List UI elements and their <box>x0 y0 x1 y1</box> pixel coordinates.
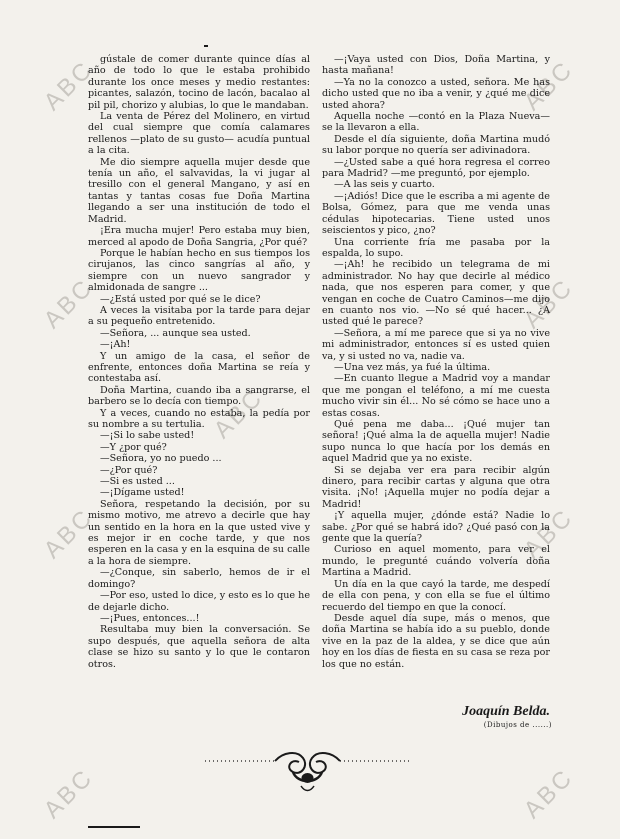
paragraph: ¡Era mucha mujer! Pero estaba muy bien, merced al apodo de Doña Sangria, ¿Por qué? <box>88 225 310 248</box>
paragraph: La venta de Pérez del Molinero, en virtud del cual siempre que comía calamares rellenos —plato de su gusto— acudía puntual a la cita. <box>88 111 310 157</box>
paragraph: Y a veces, cuando no estaba, la pedía por su nombre a su tertulia. <box>88 407 310 430</box>
paragraph: Curioso en aquel momento, para ver el mundo, le pregunté cuándo volvería doña Martina a Madrid. <box>322 544 550 579</box>
watermark: ABC <box>208 383 270 444</box>
paragraph: —Señora, yo no puedo ... <box>100 453 222 465</box>
paragraph: A veces la visitaba por la tarde para dejar a su pequeño entretenido. <box>88 304 310 328</box>
paragraph: Desde aquel día supe, más o menos, que doña Martina se había ido a su pueblo, donde vive en la paz de la aldea, y se dice que aún hoy en los días de fiesta en su casa se reza por los que no están. <box>322 612 550 670</box>
watermark: ABC <box>38 55 100 116</box>
paragraph: Porque le habían hecho en sus tiempos los cirujanos, las cinco sangrías al año, y siempre con un nuevo sangrador y almidonada de sangre ... <box>88 247 310 294</box>
paragraph: —En cuanto llegue a Madrid voy a mandar que me pongan el teléfono, a mí me cuesta mucho vivir sin él... No sé cómo se hace uno a estas cosas. <box>322 373 550 419</box>
paragraph: Señora, respetando la decisión, por su mismo motivo, me atrevo a decirle que hay un sentido en la hora en la que usted vive y es mejor ir en coche tarde, y que nos esperen en la casa y en la esquina de su calle a la hora de siempre. <box>88 498 310 567</box>
watermark: ABC <box>38 503 100 564</box>
paragraph: Y un amigo de la casa, el señor de enfrente, entonces doña Martina se reía y contestaba así. <box>88 350 310 385</box>
paragraph: —¿Conque, sin saberlo, hemos de ir el domingo? <box>88 567 310 590</box>
paragraph: —¡Ah! <box>100 339 131 351</box>
paragraph: —Si es usted ... <box>100 476 175 488</box>
paragraph: Una corriente fría me pasaba por la espalda, lo supo. <box>322 236 550 259</box>
paragraph: —¡Pues, entonces...! <box>100 612 200 624</box>
paragraph: —¡Dígame usted! <box>100 487 185 499</box>
paragraph: —¿Por qué? <box>100 464 158 476</box>
paragraph: —Una vez más, ya fué la última. <box>334 361 491 373</box>
watermark: ABC <box>38 763 100 824</box>
paragraph: —¡Adiós! Dice que le escriba a mi agente de Bolsa, Gómez, para que me venda unas cédulas hipotecarias. Tiene usted unos seiscientos y pico, ¿no? <box>322 190 550 237</box>
paragraph: —A las seis y cuarto. <box>334 179 435 191</box>
paragraph: —¡Vaya usted con Dios, Doña Martina, y hasta mañana! <box>322 54 550 77</box>
paragraph: Qué pena me daba... ¡Qué mujer tan señora! ¡Qué alma la de aquella mujer! Nadie supo nunca lo que hacía por los demás en aquel Madrid que ya no existe. <box>322 419 550 465</box>
watermark: ABC <box>518 763 580 824</box>
paragraph: —¿Usted sabe a qué hora regresa el correo para Madrid? —me preguntó, por ejemplo. <box>322 156 550 180</box>
paragraph: Aquella noche —contó en la Plaza Nueva— se la llevaron a ella. <box>322 111 550 134</box>
article-column-left <box>88 54 310 670</box>
illustration-credit: (Dibujos de ......) <box>483 721 552 729</box>
paragraph: —¡Si lo sabe usted! <box>100 430 195 442</box>
paragraph: Me dio siempre aquella mujer desde que tenía un año, el salvavidas, la vi jugar al tresillo con el general Mangano, y así en tantas y tantas cosas fue Doña Martina llegando a ser una institución de todo el Madrid. <box>88 156 310 225</box>
author-signature: Joaquín Belda. <box>462 704 550 719</box>
paragraph: —Señora, a mí me parece que si ya no vive mi administrador, entonces sí es usted quien va, y si usted no va, nadie va. <box>322 327 550 362</box>
divider <box>204 45 208 47</box>
ornament-icon <box>205 744 410 796</box>
paragraph: Doña Martina, cuando iba a sangrarse, el barbero se lo decía con tiempo. <box>88 384 310 408</box>
watermark: ABC <box>518 273 580 334</box>
paragraph: —Y ¿por qué? <box>100 441 167 453</box>
paragraph: Si se dejaba ver era para recibir algún dinero, para recibir cartas y alguna que otra visita. ¡No! ¡Aquella mujer no podía dejar a Madrid! <box>322 464 550 510</box>
paragraph: ¡Y aquella mujer, ¿dónde está? Nadie lo sabe. ¿Por qué se habrá ido? ¿Qué pasó con la gente que la quería? <box>322 510 550 545</box>
paragraph: —Por eso, usted lo dice, y esto es lo que he de dejarle dicho. <box>88 590 310 613</box>
paragraph: —Ya no la conozco a usted, señora. Me has dicho usted que no iba a venir, y ¿qué me dice usted ahora? <box>322 76 550 111</box>
divider <box>88 826 140 828</box>
paragraph: —¡Ah! he recibido un telegrama de mi administrador. No hay que decirle al médico nada, que nos esperen para comer, y que vengan en coche de Cuatro Caminos—me dijo en cuanto nos vio. —No sé qué hacer... ¿A usted qué le parece? <box>322 259 550 328</box>
paragraph: gústale de comer durante quince días al año de todo lo que le estaba prohibido durante los once meses y medio restantes: picantes, salazón, tocino de lacón, bacalao al pil pil, chorizo y alubias, lo que le mandaban. <box>88 54 310 111</box>
paragraph: Resultaba muy bien la conversación. Se supo después, que aquella señora de alta clase se hizo su santo y lo que le contaron otros. <box>88 624 310 670</box>
paragraph: —Señora, ... aunque sea usted. <box>100 327 251 339</box>
watermark: ABC <box>518 55 580 116</box>
paragraph: Un día en la que cayó la tarde, me despedí de ella con pena, y con ella se fue el último recuerdo del tiempo en que la conocí. <box>322 578 550 613</box>
watermark: ABC <box>518 503 580 564</box>
paragraph: Desde el día siguiente, doña Martina mudó su labor porque no quería ser adivinadora. <box>322 133 550 157</box>
article-column-right <box>322 54 550 670</box>
watermark: ABC <box>38 273 100 334</box>
paragraph: —¿Está usted por qué se le dice? <box>100 293 261 305</box>
